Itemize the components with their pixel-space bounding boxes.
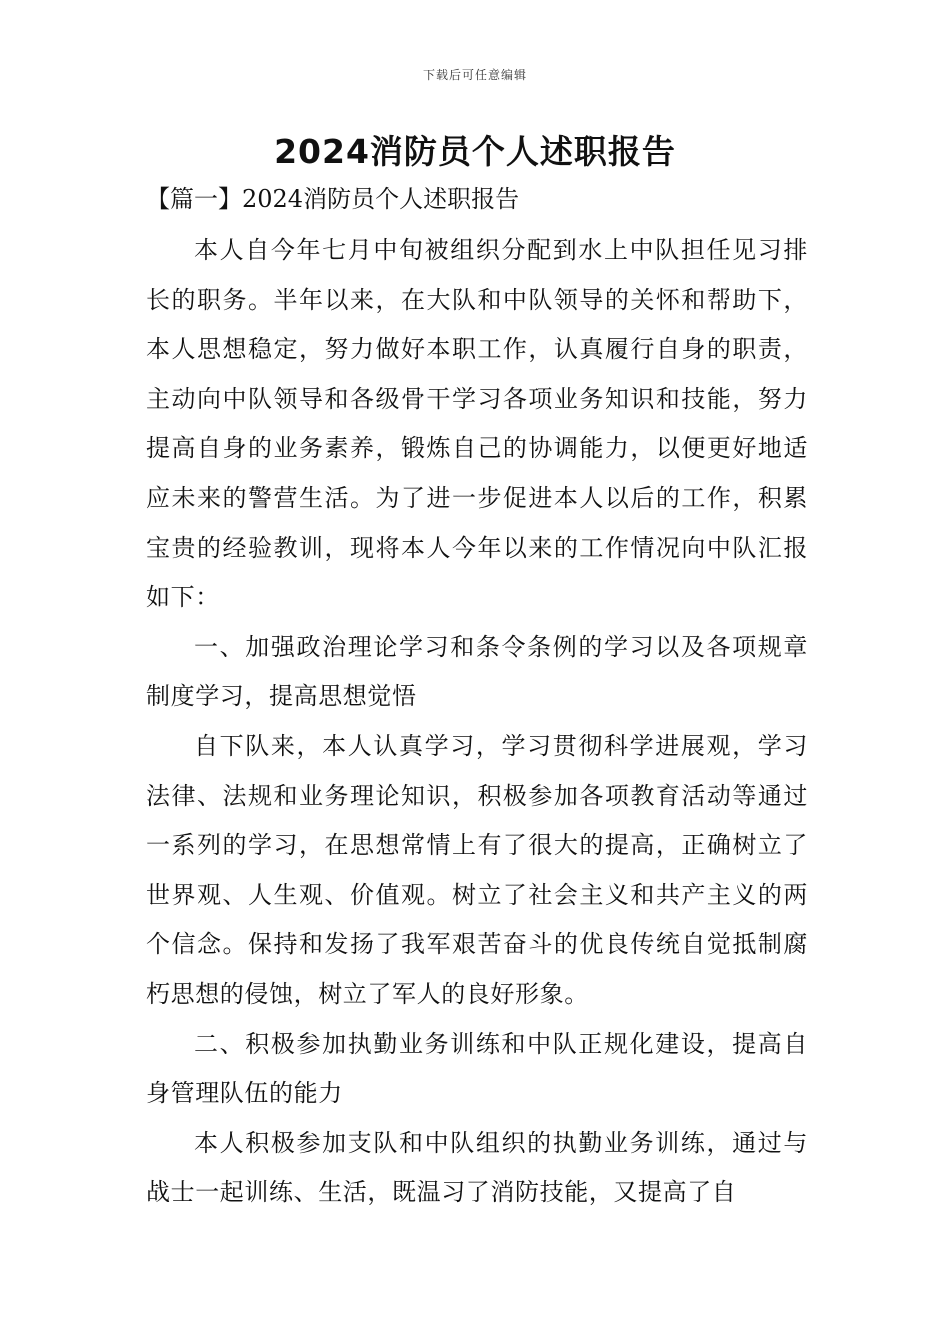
body-paragraph: 自下队来，本人认真学习，学习贯彻科学进展观，学习法律、法规和业务理论知识，积极参加各项教育活动等通过一系列的学习，在思想常情上有了很大的提高，正确树立了世界观、人生观、价值观。树立了社会主义和共产主义的两个信念。保持和发扬了我军艰苦奋斗的优良传统自觉抵制腐朽思想的侵蚀，树立了军人的良好形象。: [146, 731, 808, 1008]
body-paragraph: 本人自今年七月中旬被组织分配到水上中队担任见习排长的职务。半年以来，在大队和中队领导的关怀和帮助下，本人思想稳定，努力做好本职工作，认真履行自身的职责，主动向中队领导和各级骨干学习各项业务知识和技能，努力提高自身的业务素养，锻炼自己的协调能力，以便更好地适应未来的警营生活。为了进一步促进本人以后的工作，积累宝贵的经验教训，现将本人今年以来的工作情况向中队汇报如下：: [146, 236, 808, 612]
subheading-paragraph: 一、加强政治理论学习和条令条例的学习以及各项规章制度学习，提高思想觉悟: [146, 632, 808, 711]
document-title: 2024消防员个人述职报告: [274, 132, 676, 171]
section-heading: 【篇一】2024消防员个人述职报告: [146, 185, 520, 213]
body-paragraph: 本人积极参加支队和中队组织的执勤业务训练，通过与战士一起训练、生活，既温习了消防技能，又提高了自: [146, 1128, 808, 1207]
subheading-paragraph: 二、积极参加执勤业务训练和中队正规化建设，提高自身管理队伍的能力: [146, 1029, 808, 1108]
header-note: 下载后可任意编辑: [422, 68, 527, 82]
document-body: [146, 226, 808, 1218]
